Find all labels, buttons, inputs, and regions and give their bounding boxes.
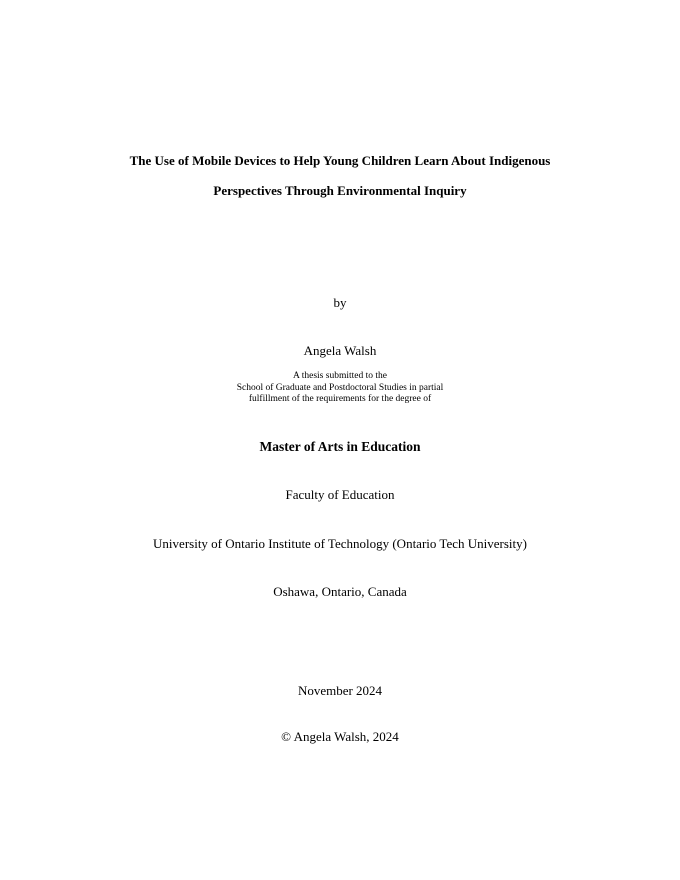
author-name: Angela Walsh <box>303 343 377 358</box>
university-name: University of Ontario Institute of Technology (Ontario Tech University) <box>153 536 527 551</box>
submission-statement-line-3: fulfillment of the requirements for the degree of <box>248 394 432 404</box>
submission-statement-line-1: A thesis submitted to the <box>293 371 387 381</box>
location: Oshawa, Ontario, Canada <box>273 584 407 599</box>
submission-date: November 2024 <box>297 683 383 698</box>
thesis-title-line-2: Perspectives Through Environmental Inquiry <box>213 183 467 198</box>
copyright-notice: © Angela Walsh, 2024 <box>281 729 399 744</box>
degree-name: Master of Arts in Education <box>259 439 421 454</box>
submission-statement-line-2: School of Graduate and Postdoctoral Studies in partial <box>236 383 444 393</box>
by-label: by <box>333 295 347 310</box>
thesis-title-line-1: The Use of Mobile Devices to Help Young Children Learn About Indigenous <box>129 153 551 168</box>
faculty-name: Faculty of Education <box>285 487 395 502</box>
